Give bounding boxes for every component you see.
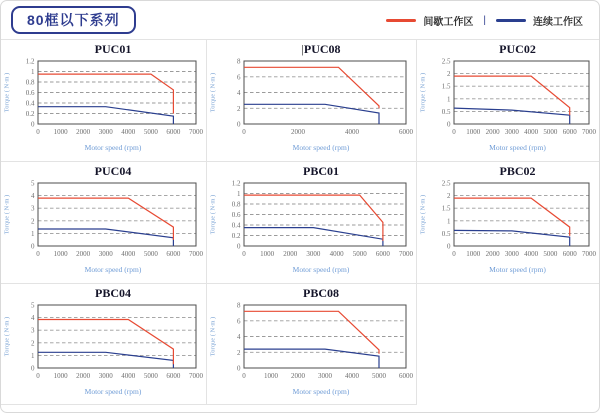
chart-title-puc01: [1, 42, 206, 57]
text-cursor: |: [301, 42, 304, 56]
svg-text:2: 2: [237, 348, 241, 357]
svg-text:3000: 3000: [98, 372, 113, 380]
chart-title-text: PUC01: [94, 42, 132, 56]
svg-text:0.5: 0.5: [441, 229, 451, 238]
chart-cell-puc02: [416, 39, 599, 161]
chart-title-pbc01: [207, 164, 416, 179]
svg-text:1: 1: [447, 95, 451, 104]
red-line-swatch: [386, 19, 416, 22]
svg-text:2: 2: [31, 339, 35, 348]
svg-text:3000: 3000: [504, 250, 519, 258]
svg-text:5000: 5000: [543, 250, 558, 258]
svg-text:0: 0: [237, 364, 241, 373]
svg-text:5000: 5000: [372, 372, 386, 380]
legend-item-continuous: [496, 13, 583, 28]
svg-text:0: 0: [31, 364, 35, 373]
svg-text:0.4: 0.4: [25, 99, 35, 108]
svg-text:0: 0: [242, 250, 246, 258]
svg-text:1: 1: [31, 351, 35, 360]
svg-text:3: 3: [31, 204, 35, 213]
svg-text:1000: 1000: [466, 250, 481, 258]
svg-text:Torque ( N·m ): Torque ( N·m ): [3, 316, 11, 357]
svg-text:1: 1: [237, 190, 241, 198]
chart-title-pbc02: [417, 164, 599, 179]
svg-text:0.4: 0.4: [231, 221, 241, 230]
svg-text:7000: 7000: [399, 250, 413, 258]
page-header: [1, 1, 599, 39]
svg-text:7000: 7000: [189, 128, 203, 136]
svg-text:2000: 2000: [283, 250, 298, 258]
chart-title-text: PBC04: [95, 286, 131, 300]
chart-title-text: PBC02: [499, 164, 536, 178]
torque-speed-chart-pbc04: [1, 301, 206, 389]
svg-text:4: 4: [31, 192, 35, 201]
svg-text:2: 2: [237, 104, 241, 113]
torque-speed-chart-puc01: [1, 57, 206, 145]
svg-text:6000: 6000: [166, 128, 181, 136]
svg-text:Torque ( N·m ): Torque ( N·m ): [209, 316, 217, 357]
x-axis-label: Motor speed (rpm): [292, 265, 350, 274]
svg-text:5000: 5000: [352, 250, 367, 258]
svg-text:3000: 3000: [98, 250, 113, 258]
svg-text:0: 0: [237, 120, 241, 129]
svg-text:4000: 4000: [329, 250, 344, 258]
svg-text:2000: 2000: [76, 128, 91, 136]
torque-speed-chart-pbc02: [417, 179, 599, 267]
chart-cell-pbc01: [206, 161, 416, 283]
svg-text:7000: 7000: [189, 372, 203, 380]
chart-cell-pbc04: [1, 283, 206, 405]
svg-text:0.5: 0.5: [441, 107, 451, 116]
svg-text:4000: 4000: [345, 128, 359, 136]
svg-text:0.6: 0.6: [231, 211, 241, 219]
svg-text:0: 0: [242, 128, 246, 136]
svg-text:6000: 6000: [166, 372, 181, 380]
svg-text:3: 3: [31, 326, 35, 335]
series-title-chip: 80框以下系列: [11, 6, 136, 34]
svg-text:8: 8: [237, 57, 241, 66]
empty-cell: [416, 283, 599, 405]
svg-text:0: 0: [452, 128, 456, 136]
svg-text:5000: 5000: [143, 128, 158, 136]
svg-text:0.2: 0.2: [25, 110, 35, 118]
svg-text:Torque ( N·m ): Torque ( N·m ): [419, 72, 427, 113]
svg-text:0: 0: [36, 250, 40, 258]
svg-text:3000: 3000: [98, 128, 113, 136]
svg-text:1000: 1000: [53, 372, 68, 380]
svg-text:2000: 2000: [291, 128, 305, 136]
legend-item-intermittent: [386, 13, 473, 28]
svg-text:2.5: 2.5: [441, 179, 451, 188]
svg-text:1.5: 1.5: [441, 204, 451, 213]
svg-text:1000: 1000: [53, 128, 68, 136]
svg-text:0: 0: [242, 372, 246, 380]
svg-text:1: 1: [31, 68, 35, 76]
chart-cell-pbc02: [416, 161, 599, 283]
svg-text:1000: 1000: [264, 372, 278, 380]
svg-text:1: 1: [447, 217, 451, 226]
chart-cell-puc08: [206, 39, 416, 161]
svg-text:6: 6: [237, 317, 241, 326]
svg-text:2: 2: [447, 70, 451, 79]
svg-text:0: 0: [31, 120, 35, 129]
blue-line-swatch: [496, 19, 526, 22]
chart-title-puc02: [417, 42, 599, 57]
svg-text:0: 0: [237, 242, 241, 251]
svg-text:7000: 7000: [582, 250, 596, 258]
svg-text:0.8: 0.8: [25, 78, 35, 87]
svg-text:7000: 7000: [189, 250, 203, 258]
svg-text:1.5: 1.5: [441, 82, 451, 91]
svg-text:Torque ( N·m ): Torque ( N·m ): [209, 72, 217, 113]
svg-text:2000: 2000: [76, 372, 91, 380]
x-axis-label: Motor speed (rpm): [489, 143, 546, 152]
svg-text:0: 0: [447, 242, 451, 251]
svg-text:4: 4: [31, 314, 35, 323]
svg-text:6000: 6000: [166, 250, 181, 258]
svg-text:6000: 6000: [375, 250, 390, 258]
x-axis-label: Motor speed (rpm): [84, 143, 142, 152]
x-axis-label: Motor speed (rpm): [292, 387, 350, 396]
chart-grid: [1, 39, 599, 405]
svg-text:0: 0: [36, 372, 40, 380]
svg-text:5000: 5000: [143, 372, 158, 380]
torque-speed-chart-pbc08: [207, 301, 416, 389]
svg-text:8: 8: [237, 301, 241, 310]
chart-title-text: PUC08: [303, 42, 341, 56]
svg-text:Torque ( N·m ): Torque ( N·m ): [3, 72, 11, 113]
svg-text:2000: 2000: [76, 250, 91, 258]
chart-title-puc08: [207, 42, 416, 57]
svg-text:2: 2: [31, 217, 35, 226]
svg-text:1000: 1000: [53, 250, 68, 258]
svg-text:4000: 4000: [121, 128, 136, 136]
svg-text:4000: 4000: [524, 128, 539, 136]
chart-title-pbc08: [207, 286, 416, 301]
chart-cell-puc01: [1, 39, 206, 161]
torque-speed-chart-puc04: [1, 179, 206, 267]
svg-text:6000: 6000: [562, 128, 577, 136]
svg-text:3000: 3000: [318, 372, 332, 380]
svg-text:1000: 1000: [466, 128, 481, 136]
svg-text:4000: 4000: [121, 372, 136, 380]
legend-label-continuous: 连续工作区: [533, 16, 583, 28]
x-axis-label: Motor speed (rpm): [84, 387, 142, 396]
svg-text:2000: 2000: [485, 128, 500, 136]
chart-title-text: PUC02: [499, 42, 536, 56]
svg-text:6: 6: [237, 73, 241, 82]
svg-text:1: 1: [31, 229, 35, 238]
legend: [386, 13, 583, 28]
svg-text:3000: 3000: [504, 128, 519, 136]
svg-text:0.2: 0.2: [231, 232, 241, 240]
chart-cell-puc04: [1, 161, 206, 283]
torque-speed-chart-pbc01: [207, 179, 416, 267]
legend-separator: |: [483, 14, 486, 26]
svg-text:2.5: 2.5: [441, 57, 451, 66]
svg-text:6000: 6000: [399, 128, 413, 136]
chart-title-text: PBC01: [303, 164, 339, 178]
svg-text:0: 0: [31, 242, 35, 251]
svg-text:Torque ( N·m ): Torque ( N·m ): [209, 194, 217, 235]
svg-text:4000: 4000: [121, 250, 136, 258]
svg-text:0.8: 0.8: [231, 200, 241, 209]
svg-text:4000: 4000: [524, 250, 539, 258]
svg-text:0: 0: [447, 120, 451, 129]
x-axis-label: Motor speed (rpm): [84, 265, 142, 274]
x-axis-label: Motor speed (rpm): [489, 265, 546, 274]
svg-text:6000: 6000: [562, 250, 577, 258]
svg-text:2: 2: [447, 192, 451, 201]
svg-text:4000: 4000: [345, 372, 359, 380]
svg-text:3000: 3000: [306, 250, 321, 258]
svg-text:6000: 6000: [399, 372, 413, 380]
svg-text:0: 0: [452, 250, 456, 258]
chart-cell-pbc08: [206, 283, 416, 405]
svg-text:1000: 1000: [260, 250, 275, 258]
svg-text:1.2: 1.2: [25, 57, 35, 66]
chart-title-text: PBC08: [303, 286, 339, 300]
svg-text:2000: 2000: [291, 372, 305, 380]
svg-text:7000: 7000: [582, 128, 596, 136]
legend-label-intermittent: 间歇工作区: [423, 16, 474, 28]
chart-title-text: PUC04: [94, 164, 132, 178]
svg-text:1.2: 1.2: [231, 179, 241, 188]
chart-title-pbc04: [1, 286, 206, 301]
svg-text:5: 5: [31, 179, 35, 188]
svg-text:Torque ( N·m ): Torque ( N·m ): [3, 194, 11, 235]
svg-text:5000: 5000: [543, 128, 558, 136]
svg-text:Torque ( N·m ): Torque ( N·m ): [419, 194, 427, 235]
x-axis-label: Motor speed (rpm): [292, 143, 350, 152]
chart-title-puc04: [1, 164, 206, 179]
torque-speed-chart-puc08: [207, 57, 416, 145]
svg-text:0: 0: [36, 128, 40, 136]
svg-text:4: 4: [237, 89, 241, 97]
svg-text:5000: 5000: [143, 250, 158, 258]
svg-text:5: 5: [31, 301, 35, 310]
torque-speed-chart-puc02: [417, 57, 599, 145]
svg-text:4: 4: [237, 333, 241, 341]
svg-text:0.6: 0.6: [25, 89, 35, 97]
svg-text:2000: 2000: [485, 250, 500, 258]
